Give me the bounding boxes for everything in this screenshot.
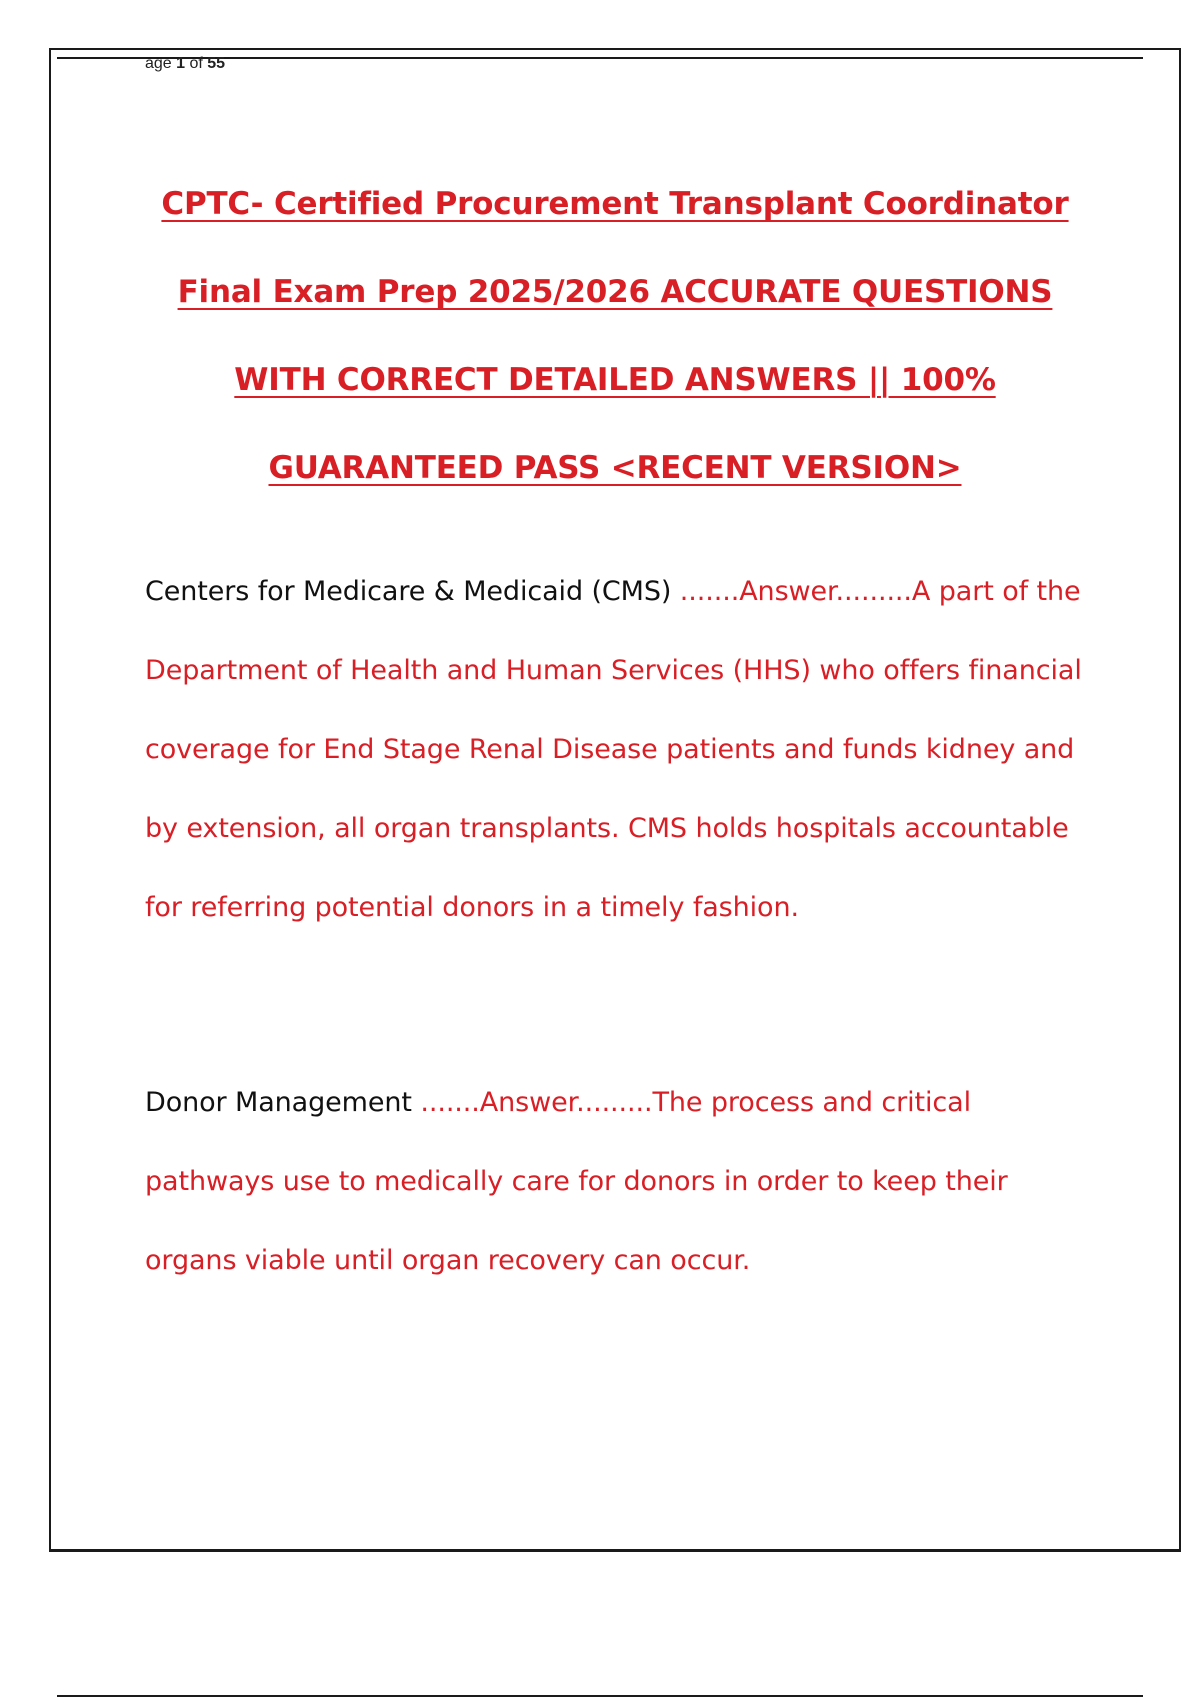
qa-item-donor-management	[145, 1063, 1085, 1300]
page-current: 1	[176, 55, 186, 72]
title-line-2: Final Exam Prep 2025/2026 ACCURATE QUESTIONS	[177, 274, 1053, 310]
qa-term: Centers for Medicare & Medicaid (CMS)	[145, 576, 672, 607]
page-prefix: age	[145, 55, 177, 72]
qa-term: Donor Management	[145, 1087, 412, 1118]
page-of: of	[185, 55, 208, 72]
page-total: 55	[207, 55, 226, 72]
page-number	[145, 55, 225, 73]
footer-rule	[57, 1695, 1143, 1697]
title-line-4: GUARANTEED PASS <RECENT VERSION>	[268, 450, 962, 486]
title-line-1: CPTC- Certified Procurement Transplant Coordinator	[161, 186, 1069, 222]
qa-answer: .......Answer.........The process and critical pathways use to medically care for donors in order to keep their organs viable until organ recovery can occur.	[145, 1087, 1008, 1276]
title-line-3: WITH CORRECT DETAILED ANSWERS || 100%	[234, 362, 996, 398]
qa-item-cms	[145, 552, 1085, 947]
document-title	[100, 178, 1130, 530]
qa-answer: .......Answer.........A part of the Department of Health and Human Services (HHS) who offers financial coverage for End Stage Renal Disease patients and funds kidney and by extension, all organ transplants. CMS holds hospitals accountable for referring potential donors in a timely fashion.	[145, 576, 1082, 923]
